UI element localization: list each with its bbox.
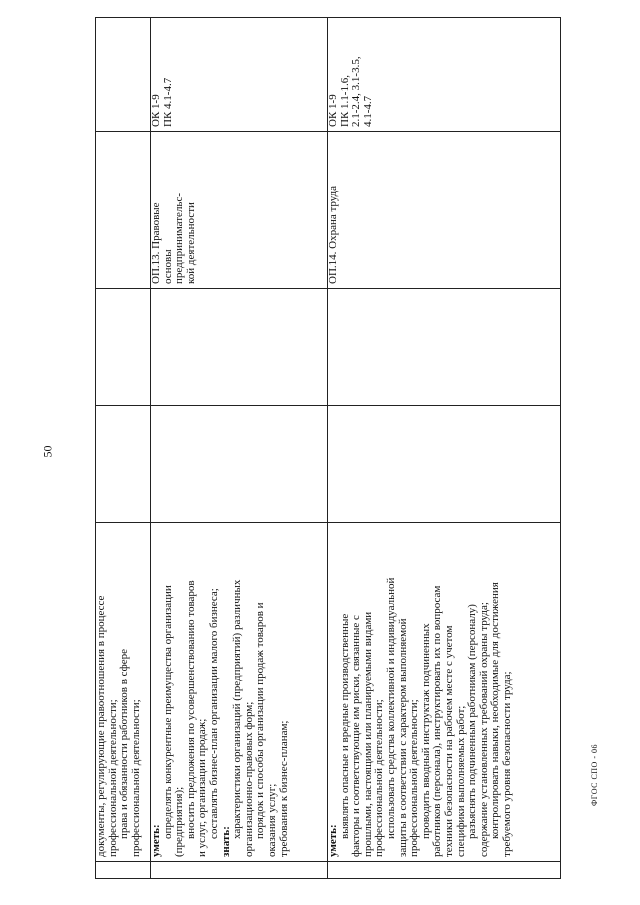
text-line: использовать средства коллективной и индивидуальной xyxy=(384,577,397,839)
discipline-line: основы xyxy=(161,249,174,284)
text-line: разъяснять подчиненным работникам (персоналу) xyxy=(466,604,479,839)
requirements-cell xyxy=(328,523,561,862)
text-line: выявлять опасные и вредные производственные xyxy=(338,613,351,839)
text-line: требуемого уровня безопасности труда; xyxy=(500,671,513,857)
text-line: определять конкурентные преимущества организации xyxy=(161,585,174,839)
competencies-cell xyxy=(96,18,151,132)
text-line: вносить предложения по усовершенствованию товаров xyxy=(184,580,197,839)
discipline-line: ОП.14. Охрана труда xyxy=(327,185,339,284)
competency-line: 4.1-4.7 xyxy=(361,95,374,127)
discipline-line: ОП.13. Правовые xyxy=(150,202,162,284)
hours-cell xyxy=(151,289,328,406)
hours-cell xyxy=(96,406,151,523)
discipline-line: предпринимательс- xyxy=(173,193,186,284)
competencies-cell xyxy=(328,18,561,132)
text-line: контролировать навыки, необходимые для достижения xyxy=(489,582,502,839)
competency-line: ОК 1-9 xyxy=(150,94,162,127)
table-row xyxy=(328,18,561,879)
umet-label: уметь: xyxy=(327,824,339,857)
text-line: содержание установленных требований охраны труда; xyxy=(477,602,490,857)
hours-cell xyxy=(328,406,561,523)
competency-line: 2.1-2.4, 3.1-3.5, xyxy=(350,56,363,127)
text-line: оказания услуг; xyxy=(265,783,278,857)
text-line: факторы и соответствующие им риски, связанные с xyxy=(350,615,363,857)
text-line: характеристики организаций (предприятий) различных xyxy=(231,579,244,839)
text-line: требования к бизнес-планам; xyxy=(277,720,290,857)
discipline-cell xyxy=(96,132,151,289)
text-line: профессиональной деятельности; xyxy=(408,699,421,857)
index-cell xyxy=(151,862,328,879)
hours-cell xyxy=(151,406,328,523)
text-line: специфики выполняемых работ; xyxy=(454,705,467,857)
index-cell xyxy=(96,862,151,879)
discipline-cell xyxy=(328,132,561,289)
text-line: профессиональной деятельности; xyxy=(129,699,142,857)
text-line: организационно-правовых форм; xyxy=(242,701,255,857)
umet-label: уметь: xyxy=(150,824,162,857)
text-line: составлять бизнес-план организации малого бизнеса; xyxy=(207,588,220,839)
hours-cell xyxy=(96,289,151,406)
table-row xyxy=(151,18,328,879)
text-line: и услуг, организации продаж; xyxy=(196,718,209,857)
competency-line: ОК 1-9 xyxy=(327,94,339,127)
competency-line: ПК 4.1-4.7 xyxy=(161,77,174,127)
page-number: 50 xyxy=(40,445,55,458)
footer-code: ФГОС СПО - 06 xyxy=(590,744,599,807)
competencies-cell xyxy=(151,18,328,132)
rotated-table-container xyxy=(95,17,560,879)
discipline-cell xyxy=(151,132,328,289)
discipline-line: кой деятельности xyxy=(184,202,197,284)
text-line: техники безопасности на рабочем месте с учетом xyxy=(442,625,455,857)
text-line: права и обязанности работников в сфере xyxy=(118,648,131,839)
index-cell xyxy=(328,862,561,879)
standards-table xyxy=(95,17,561,879)
text-line: профессиональной деятельности; xyxy=(373,699,386,857)
requirements-cell xyxy=(96,523,151,862)
text-line: прошлыми, настоящими или планируемыми видами xyxy=(361,611,374,857)
text-line: (предприятия); xyxy=(173,786,186,857)
requirements-cell xyxy=(151,523,328,862)
text-line: документы, регулирующие правоотношения в процессе xyxy=(95,595,107,857)
competency-line: ПК 1.1-1.6, xyxy=(338,75,351,127)
hours-cell xyxy=(328,289,561,406)
text-line: защиты в соответствии с характером выполняемой xyxy=(396,618,409,857)
text-line: профессиональной деятельности; xyxy=(106,699,119,857)
table-row xyxy=(96,18,151,879)
znat-label: знать: xyxy=(219,826,232,857)
text-line: порядок и способы организации продаж товаров и xyxy=(254,602,267,839)
text-line: работников (персонала), инструктировать их по вопросам xyxy=(431,585,444,857)
text-line: проводить вводный инструктаж подчиненных xyxy=(419,623,432,839)
